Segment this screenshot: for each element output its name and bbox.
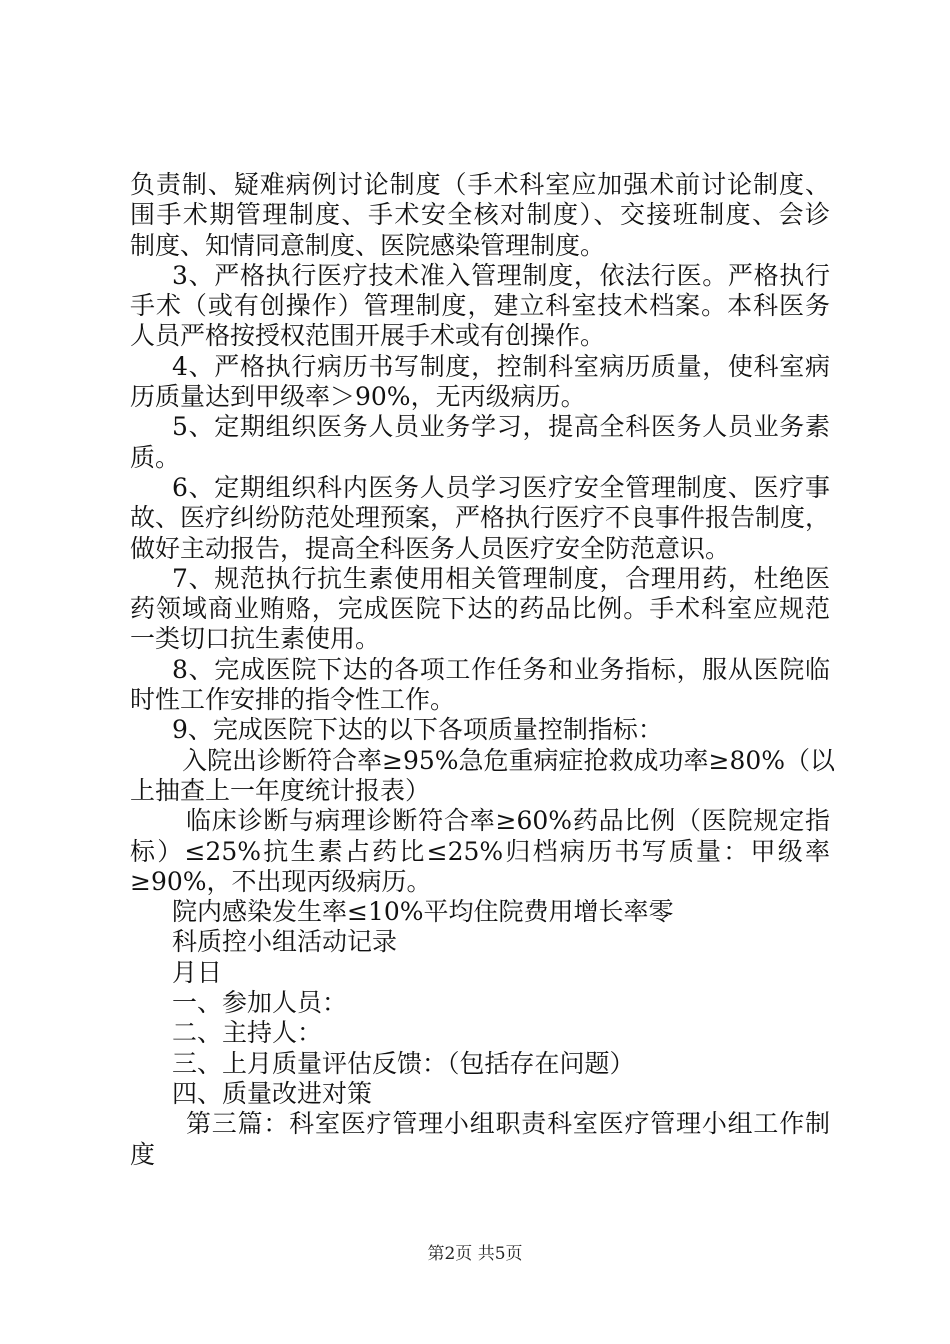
text-line: 一、参加人员： bbox=[172, 988, 348, 1018]
text-line: 科质控小组活动记录 bbox=[172, 927, 398, 957]
page-footer bbox=[0, 1243, 950, 1265]
text-line: 入院出诊断符合率≥95%急危重病症抢救成功率≥80%（以 bbox=[182, 745, 836, 775]
text-line: 上抽查上一年度统计报表） bbox=[130, 775, 431, 805]
text-line: 第三篇：科室医疗管理小组职责科室医疗管理小组工作制 bbox=[186, 1109, 830, 1139]
text-line: 7、规范执行抗生素使用相关管理制度，合理用药，杜绝医 bbox=[172, 563, 830, 593]
text-line: 6、定期组织科内医务人员学习医疗安全管理制度、医疗事 bbox=[172, 472, 830, 502]
text-line: ≥90%，不出现丙级病历。 bbox=[130, 866, 432, 896]
text-line: 做好主动报告，提高全科医务人员医疗安全防范意识。 bbox=[130, 533, 731, 563]
text-line: 5、定期组织医务人员业务学习，提高全科医务人员业务素 bbox=[172, 412, 830, 442]
text-line: 院内感染发生率≤10%平均住院费用增长率零 bbox=[172, 897, 674, 927]
text-line: 故、医疗纠纷防范处理预案，严格执行医疗不良事件报告制度， bbox=[130, 503, 831, 533]
text-line: 时性工作安排的指令性工作。 bbox=[130, 685, 456, 715]
page-number-label: 第2页 共5页 bbox=[427, 1244, 523, 1264]
text-line: 制度、知情同意制度、医院感染管理制度。 bbox=[130, 230, 606, 260]
text-line: 3、严格执行医疗技术准入管理制度，依法行医。严格执行 bbox=[172, 260, 830, 290]
text-line: 临床诊断与病理诊断符合率≥60%药品比例（医院规定指 bbox=[186, 806, 830, 836]
text-line: 二、主持人： bbox=[172, 1018, 323, 1048]
text-line: 4、严格执行病历书写制度，控制科室病历质量，使科室病 bbox=[172, 351, 830, 381]
text-line: 围手术期管理制度、手术安全核对制度）、交接班制度、会诊 bbox=[130, 200, 830, 230]
text-line: 质。 bbox=[130, 442, 181, 472]
text-line: 8、完成医院下达的各项工作任务和业务指标，服从医院临 bbox=[172, 654, 830, 684]
text-line: 度 bbox=[130, 1139, 156, 1169]
text-line: 人员严格按授权范围开展手术或有创操作。 bbox=[130, 321, 606, 351]
text-line: 手术（或有创操作）管理制度，建立科室技术档案。本科医务 bbox=[130, 291, 830, 321]
text-line: 四、质量改进对策 bbox=[172, 1078, 373, 1108]
text-line: 标）≤25%抗生素占药比≤25%归档病历书写质量：甲级率 bbox=[130, 836, 830, 866]
text-line: 药领域商业贿赂，完成医院下达的药品比例。手术科室应规范 bbox=[130, 594, 830, 624]
body-text bbox=[130, 170, 836, 1170]
text-line: 9、完成医院下达的以下各项质量控制指标： bbox=[172, 715, 663, 745]
text-line: 一类切口抗生素使用。 bbox=[130, 624, 381, 654]
text-line: 负责制、疑难病例讨论制度（手术科室应加强术前讨论制度、 bbox=[130, 170, 830, 199]
text-line: 历质量达到甲级率＞90%，无丙级病历。 bbox=[130, 382, 586, 412]
text-line: 三、上月质量评估反馈：（包括存在问题） bbox=[172, 1048, 635, 1078]
text-line: 月日 bbox=[172, 957, 223, 987]
